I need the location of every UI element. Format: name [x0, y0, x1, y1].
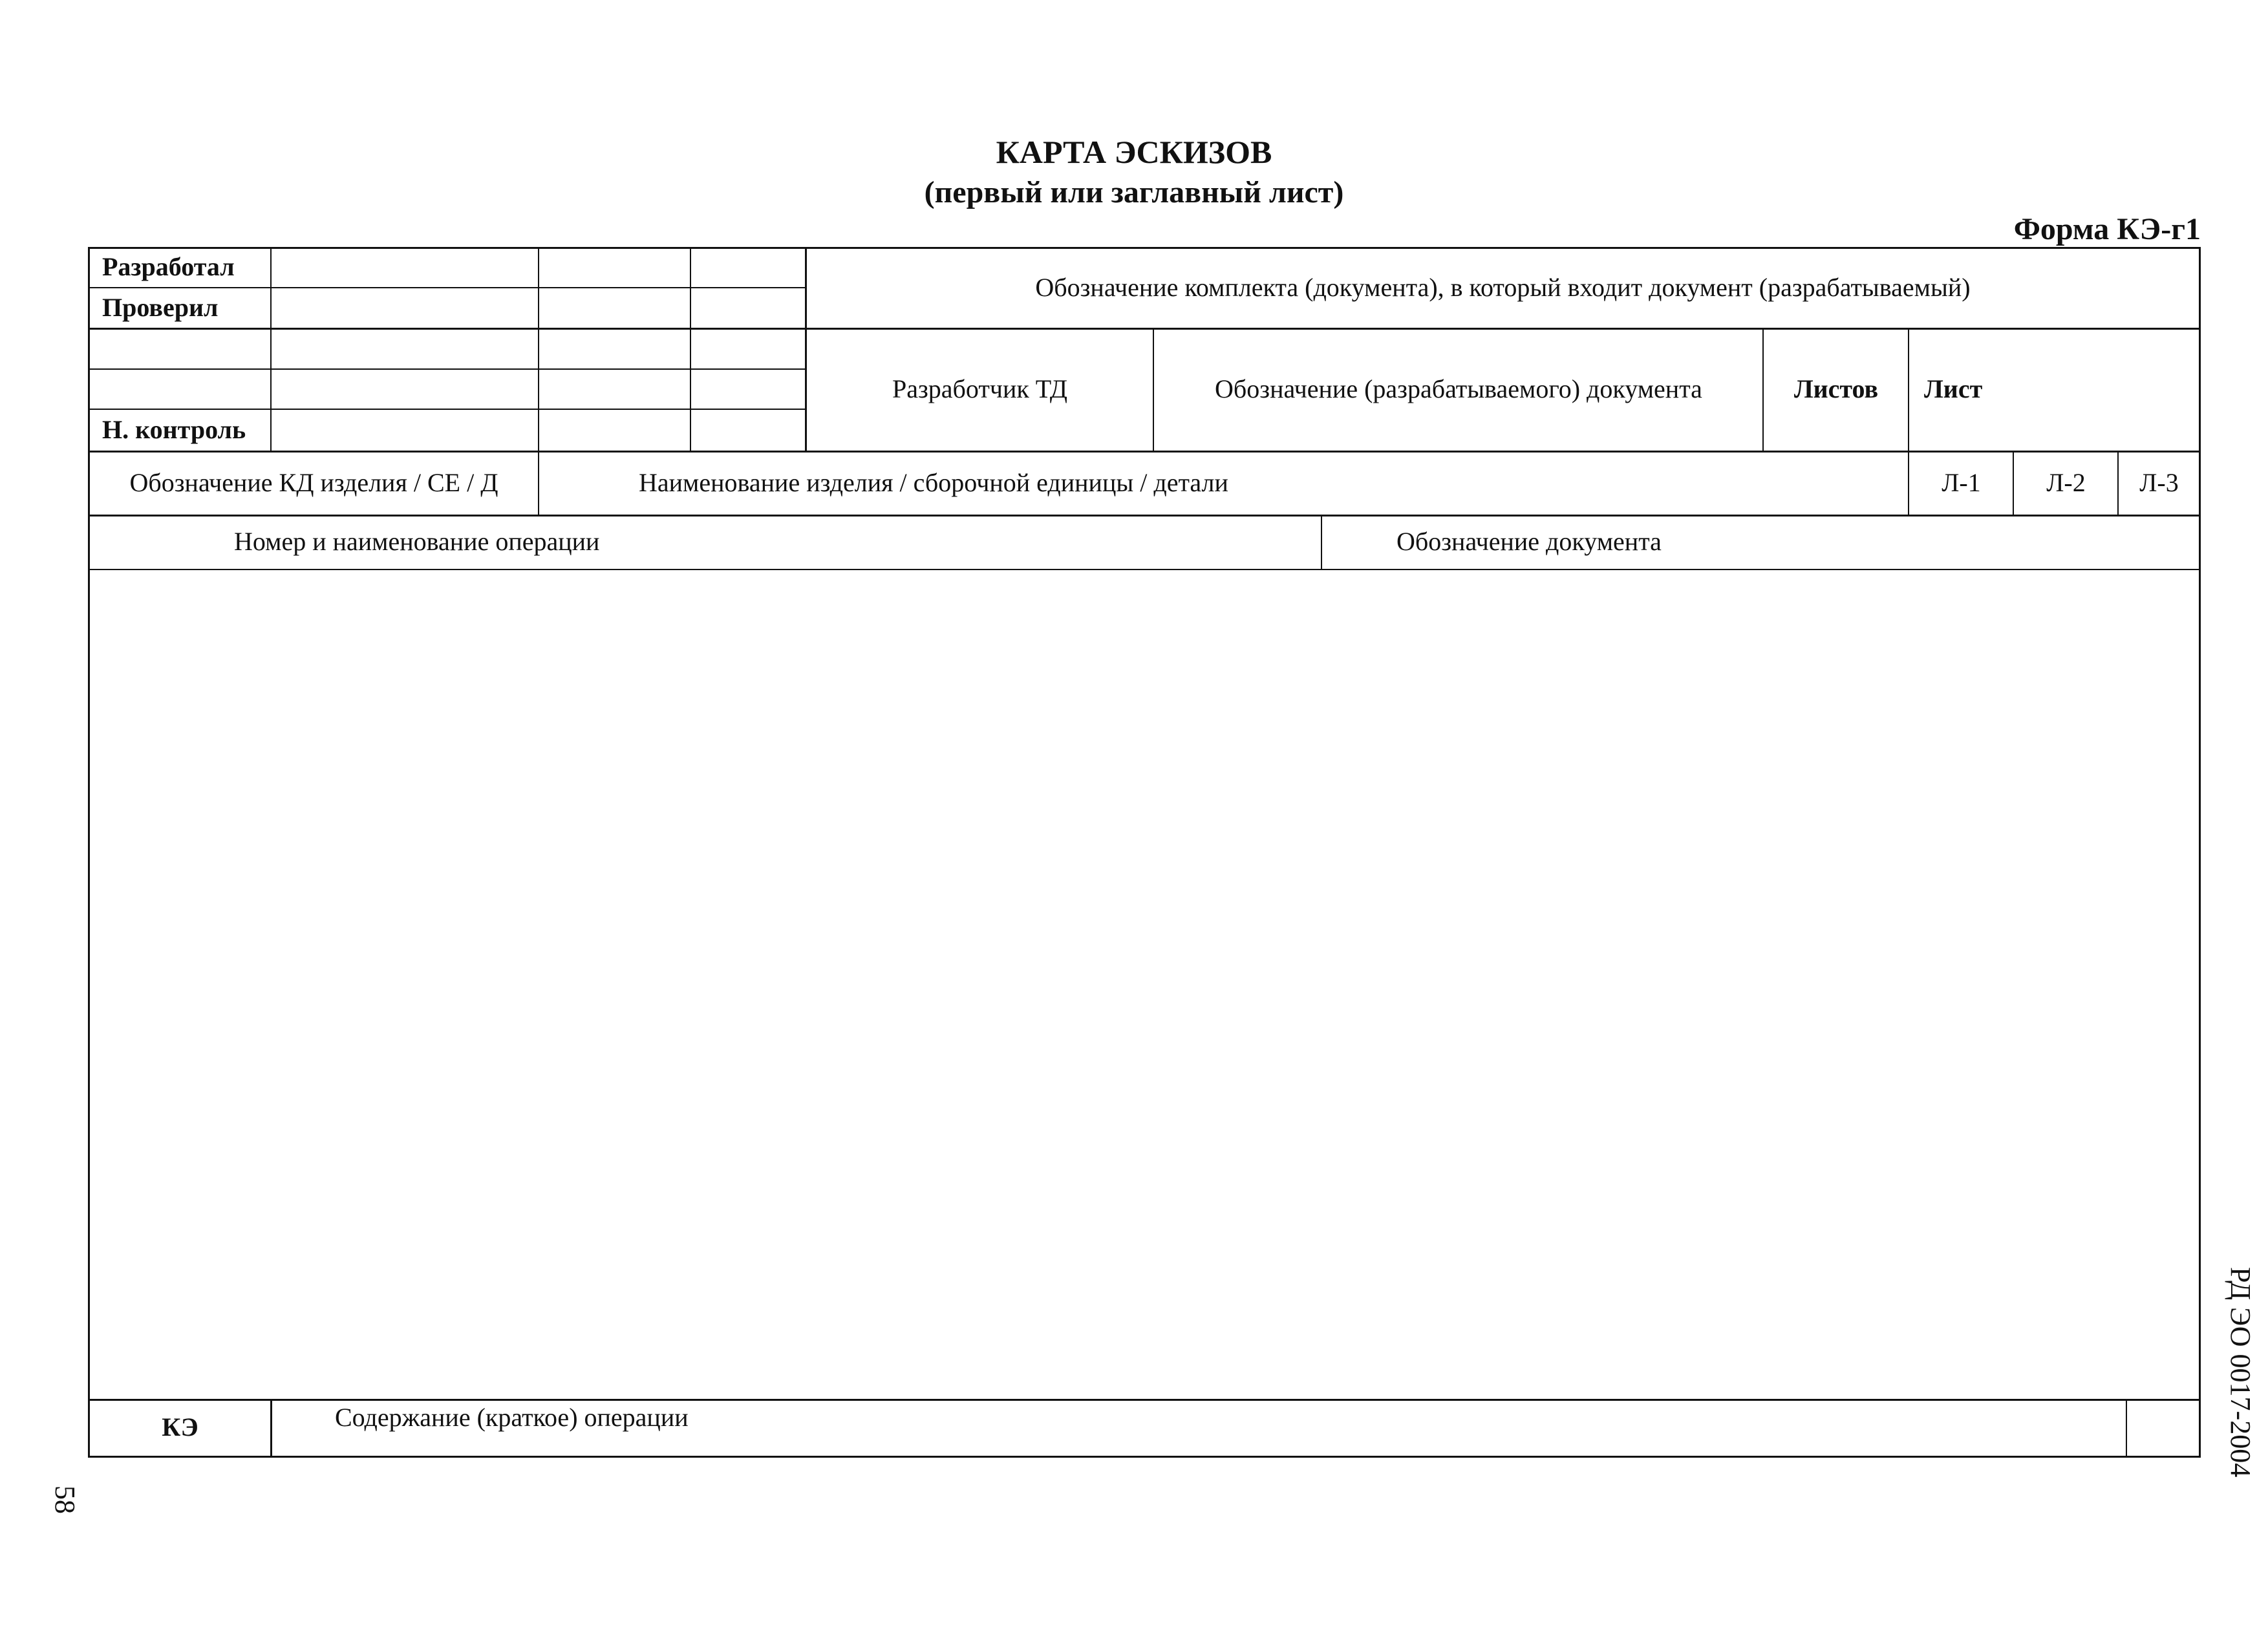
operation-document-header: Обозначение документа — [1396, 527, 1662, 556]
l2-header: Л-2 — [2046, 467, 2086, 497]
developer-td-header: Разработчик ТД — [892, 374, 1067, 403]
page-number: 58 — [49, 1485, 81, 1514]
product-name-header: Наименование изделия / сборочной единицы / детали — [639, 467, 1228, 497]
kd-designation-header: Обозначение КД изделия / СЕ / Д — [129, 467, 498, 497]
operation-number-name-header: Номер и наименование операции — [234, 527, 600, 556]
ke-code-label: КЭ — [162, 1412, 198, 1442]
l1-header: Л-1 — [1942, 467, 1981, 497]
l3-header: Л-3 — [2139, 467, 2179, 497]
sheets-count-header: Листов — [1793, 374, 1879, 403]
sheet-number-header: Лист — [1924, 374, 1983, 403]
form-subtitle: (первый или заглавный лист) — [924, 175, 1344, 209]
checked-label: Проверил — [102, 292, 219, 322]
complect-designation-header: Обозначение комплекта (документа), в который входит документ (разрабатываемый) — [1035, 272, 1971, 302]
form-code: Форма КЭ-г1 — [2013, 212, 2201, 246]
sketch-area[interactable] — [90, 571, 2199, 1399]
operation-content-label: Содержание (краткое) операции — [335, 1403, 689, 1432]
document-designation-header: Обозначение (разрабатываемого) документа — [1215, 374, 1702, 403]
standard-designation: РД ЭО 0017-2004 — [2225, 1267, 2256, 1478]
norm-control-label: Н. контроль — [102, 414, 246, 444]
form-title: КАРТА ЭСКИЗОВ — [996, 134, 1272, 170]
developed-label: Разработал — [102, 252, 235, 281]
